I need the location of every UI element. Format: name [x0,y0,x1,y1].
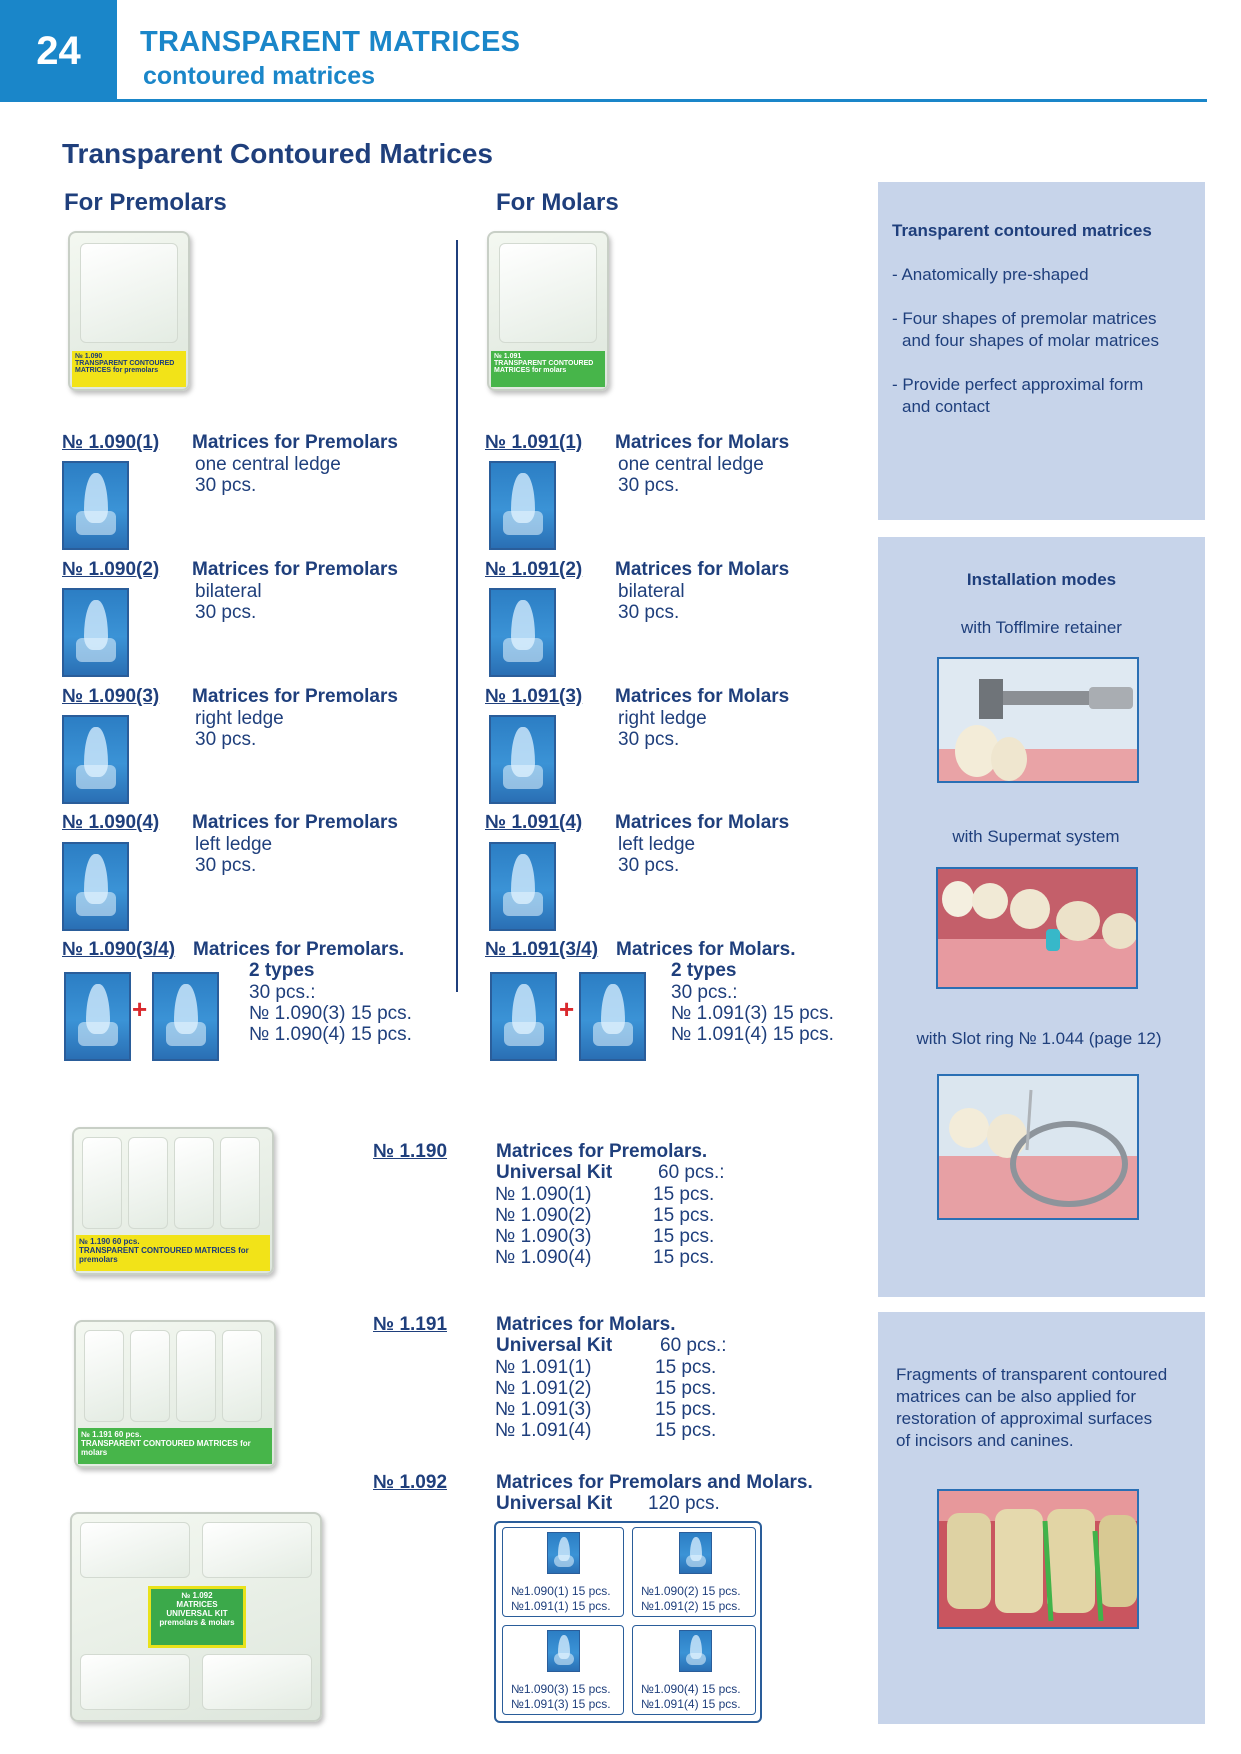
item-title: Matrices for Premolars [192,432,398,453]
kit-cell-line: №1.090(4) 15 pcs. [641,1682,741,1696]
kit-code[interactable]: № 1.190 [373,1141,448,1162]
item-desc: one central ledge [195,454,341,475]
kit-title: Matrices for Premolars and Molars. [496,1472,813,1493]
matrix-image [490,972,557,1061]
kit-subtitle: Universal Kit [496,1493,613,1514]
item-qty: 30 pcs. [618,475,680,496]
item-code[interactable]: № 1.090(3/4) [62,939,176,960]
kit-1191-box-image [74,1320,276,1468]
item-title: Matrices for Premolars [192,559,398,580]
box-label-text: MATRICES UNIVERSAL KIT premolars & molars [159,1600,235,1627]
item-line-2: № 1.091(4) 15 pcs. [671,1024,834,1045]
box-code: № 1.190 [79,1237,111,1246]
kit-subtitle: Universal Kit [496,1335,613,1356]
tray-label [72,351,186,387]
kit-subtitle: Universal Kit [496,1162,613,1183]
installation-panel [878,537,1205,1297]
kit-row-qty: 15 pcs. [655,1378,717,1399]
box-label [148,1586,246,1648]
item-qty: 30 pcs. [618,729,680,750]
item-desc: one central ledge [618,454,764,475]
page-number: 24 [0,0,117,102]
kit-row-qty: 15 pcs. [653,1205,715,1226]
kit-row-code: № 1.091(3) [495,1399,592,1420]
kit-cell-line: №1.091(3) 15 pcs. [511,1697,611,1711]
fragments-text-line: of incisors and canines. [896,1431,1074,1450]
kit-cell [502,1625,624,1715]
item-code[interactable]: № 1.090(2) [62,559,160,580]
feature-point: and contact [902,397,990,416]
item-line-1: № 1.090(3) 15 pcs. [249,1003,412,1024]
matrix-image [547,1532,580,1574]
box-code: № 1.092 [181,1591,213,1600]
section-title: TRANSPARENT MATRICES [140,26,521,58]
matrix-image [489,461,556,550]
item-qty: 30 pcs. [618,855,680,876]
kit-total: 120 pcs. [648,1493,720,1514]
kit-cell-line: №1.090(2) 15 pcs. [641,1584,741,1598]
box-label [78,1428,272,1464]
item-title: Matrices for Premolars [192,812,398,833]
features-title: Transparent contoured matrices [892,221,1152,240]
kit-code[interactable]: № 1.092 [373,1472,448,1493]
tray-well [202,1654,312,1710]
tray-label [491,351,605,387]
item-code[interactable]: № 1.091(1) [485,432,583,453]
item-code[interactable]: № 1.090(3) [62,686,160,707]
tray-well [220,1137,260,1229]
item-title: Matrices for Molars [615,432,790,453]
installation-title: Installation modes [966,570,1117,589]
kit-row-qty: 15 pcs. [655,1399,717,1420]
kit-cell-line: №1.090(3) 15 pcs. [511,1682,611,1696]
item-code[interactable]: № 1.091(4) [485,812,583,833]
kit-cell-line: №1.091(1) 15 pcs. [511,1599,611,1613]
matrix-image [152,972,219,1061]
item-qty: 30 pcs. [618,602,680,623]
installation-mode-1: with Tofflmire retainer [961,618,1122,637]
feature-point: - Anatomically pre-shaped [892,265,1089,284]
item-title: Matrices for Molars [615,559,790,580]
matrix-image [62,588,129,677]
item-code[interactable]: № 1.090(1) [62,432,160,453]
item-qty: 30 pcs. [195,855,257,876]
kit-1092-box-image [70,1512,322,1722]
item-desc: left ledge [195,834,273,855]
kit-row-code: № 1.090(1) [495,1184,592,1205]
incisors-photo [937,1489,1139,1629]
box-label-text: TRANSPARENT CONTOURED MATRICES for premolars [79,1246,249,1264]
tray-well [82,1137,122,1229]
molars-heading: For Molars [496,189,619,216]
kit-cell [502,1527,624,1617]
installation-mode-2: with Supermat system [952,827,1120,846]
matrix-image [489,715,556,804]
item-qty: 30 pcs. [195,602,257,623]
slot-ring-photo [937,1074,1139,1220]
kit-title: Matrices for Molars. [496,1314,676,1335]
item-desc: left ledge [618,834,696,855]
tray-well [80,1654,190,1710]
matrix-image [579,972,646,1061]
item-code[interactable]: № 1.091(3/4) [485,939,599,960]
matrix-image [62,842,129,931]
kit-total: 60 pcs.: [660,1335,727,1356]
matrix-image [62,461,129,550]
item-code[interactable]: № 1.090(4) [62,812,160,833]
tofflmire-illustration [939,659,1139,783]
kit-row-code: № 1.090(4) [495,1247,592,1268]
kit-code[interactable]: № 1.191 [373,1314,448,1335]
kit-row-code: № 1.091(2) [495,1378,592,1399]
item-title: Matrices for Premolars. [193,939,405,960]
tray-well [176,1330,216,1422]
tray-code: № 1.091 [494,353,522,360]
item-title: Matrices for Molars. [616,939,796,960]
box-label [76,1235,270,1271]
plus-icon: + [559,994,575,1024]
slot-ring-illustration [939,1076,1139,1220]
tray-well [80,1522,190,1578]
item-code[interactable]: № 1.091(3) [485,686,583,707]
installation-mode-3: with Slot ring № 1.044 (page 12) [916,1029,1162,1048]
kit-row-code: № 1.091(4) [495,1420,592,1441]
item-title: Matrices for Molars [615,812,790,833]
tray-label-text: TRANSPARENT CONTOURED MATRICES for molars [494,360,594,374]
item-qty: 30 pcs.: [249,982,316,1003]
fragments-text-line: restoration of approximal surfaces [896,1409,1153,1428]
kit-row-code: № 1.091(1) [495,1357,592,1378]
item-qty: 30 pcs.: [671,982,738,1003]
kit-cell [632,1625,756,1715]
item-qty: 30 pcs. [195,729,257,750]
tray-well [84,1330,124,1422]
item-line-1: № 1.091(3) 15 pcs. [671,1003,834,1024]
premolar-tray-image [68,231,190,391]
kit-1190-box-image [72,1127,274,1275]
column-divider [456,240,458,992]
page-title: Transparent Contoured Matrices [62,138,493,169]
feature-point: - Provide perfect approximal form [892,375,1144,394]
matrix-image [64,972,131,1061]
kit-row-qty: 15 pcs. [653,1226,715,1247]
fragments-panel [878,1312,1205,1724]
feature-point: - Four shapes of premolar matrices [892,309,1157,328]
matrix-image [62,715,129,804]
tray-well [202,1522,312,1578]
item-desc: right ledge [195,708,284,729]
item-qty: 30 pcs. [195,475,257,496]
kit-total: 60 pcs.: [658,1162,725,1183]
kit-cell-line: №1.091(2) 15 pcs. [641,1599,741,1613]
item-desc: bilateral [195,581,262,602]
supermat-illustration [938,869,1138,989]
tray-code: № 1.090 [75,353,103,360]
supermat-photo [936,867,1138,989]
item-types: 2 types [249,960,315,981]
kit-row-code: № 1.090(2) [495,1205,592,1226]
box-label-text: TRANSPARENT CONTOURED MATRICES for molars [81,1439,251,1457]
kit-row-code: № 1.090(3) [495,1226,592,1247]
kit-contents-box [494,1521,762,1723]
box-code: № 1.191 [81,1430,113,1439]
tray-label-text: TRANSPARENT CONTOURED MATRICES for premolars [75,360,175,374]
kit-cell-line: №1.090(1) 15 pcs. [511,1584,611,1598]
kit-row-qty: 15 pcs. [653,1247,715,1268]
tray-well [80,243,178,343]
kit-title: Matrices for Premolars. [496,1141,708,1162]
kit-row-qty: 15 pcs. [655,1420,717,1441]
fragments-text-line: matrices can be also applied for [896,1387,1137,1406]
incisors-illustration [939,1491,1139,1629]
plus-icon: + [132,994,148,1024]
molar-tray-image [487,231,609,391]
tray-well [222,1330,262,1422]
item-code[interactable]: № 1.091(2) [485,559,583,580]
tofflmire-photo [937,657,1139,783]
section-subtitle: contoured matrices [143,62,376,90]
item-types: 2 types [671,960,737,981]
premolars-heading: For Premolars [64,189,227,216]
box-qty: 60 pcs. [114,1430,142,1439]
item-desc: bilateral [618,581,685,602]
box-qty: 60 pcs. [112,1237,140,1246]
matrix-image [489,842,556,931]
item-desc: right ledge [618,708,707,729]
fragments-text-line: Fragments of transparent contoured [896,1365,1168,1384]
item-title: Matrices for Premolars [192,686,398,707]
item-line-2: № 1.090(4) 15 pcs. [249,1024,412,1045]
header-rule [117,99,1207,102]
matrix-image [679,1630,712,1672]
kit-cell-line: №1.091(4) 15 pcs. [641,1697,741,1711]
kit-row-qty: 15 pcs. [655,1357,717,1378]
kit-cell [632,1527,756,1617]
matrix-image [489,588,556,677]
tray-well [128,1137,168,1229]
matrix-image [679,1532,712,1574]
tray-well [499,243,597,343]
tray-well [174,1137,214,1229]
features-panel [878,182,1205,520]
item-title: Matrices for Molars [615,686,790,707]
feature-point: and four shapes of molar matrices [902,331,1160,350]
tray-well [130,1330,170,1422]
matrix-image [547,1630,580,1672]
kit-row-qty: 15 pcs. [653,1184,715,1205]
